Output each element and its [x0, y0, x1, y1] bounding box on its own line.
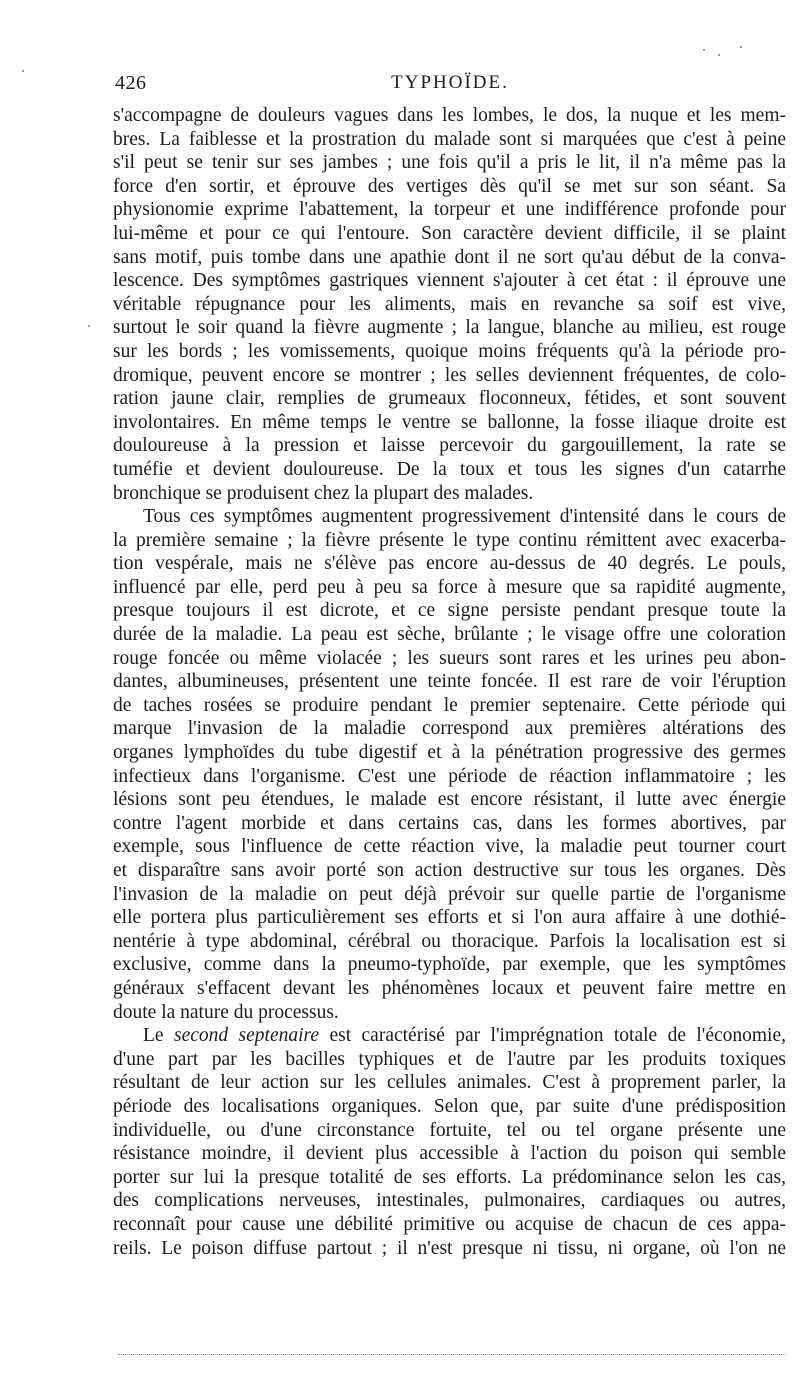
text-line: doute la nature du processus. — [113, 1001, 339, 1023]
text-line: individuelle, ou d'une circonstance fortuite, tel ou tel organe présente une — [113, 1119, 786, 1141]
text-line: de taches rosées se produire pendant le premier septenaire. Cette période qui — [113, 694, 786, 716]
text-line: force d'en sortir, et éprouve des vertiges dès qu'il se met sur son séant. Sa — [113, 175, 786, 197]
text-line: lui-même et pour ce qui l'entoure. Son caractère devient difficile, il se plaint — [113, 222, 786, 244]
running-title: TYPHOÏDE. — [391, 72, 509, 93]
text-line: l'invasion de la maladie on peut déjà prévoir sur quelle partie de l'organisme — [113, 883, 786, 905]
text-line: organes lymphoïdes du tube digestif et à la pénétration progressive des germes — [113, 742, 786, 764]
text-line: contre l'agent morbide et dans certains cas, dans les formes abortives, par — [113, 812, 786, 834]
text-line: nentérie à type abdominal, cérébral ou thoracique. Parfois la localisation est si — [113, 930, 786, 952]
lead-text-rest: est caractérisé par l'imprégnation totale de l'économie, — [319, 1025, 786, 1047]
text-line: Tous ces symptômes augmentent progressivement d'intensité dans le cours de — [143, 506, 786, 528]
text-line: sans motif, puis tombe dans une apathie dont il ne sort qu'au début de la conva- — [113, 246, 786, 268]
text-line: exemple, sous l'influence de cette réaction vive, la maladie peut tourner court — [113, 836, 786, 858]
text-line: dantes, albumineuses, présentent une teinte foncée. Il est rare de voir l'éruption — [113, 671, 786, 693]
text-line: d'une part par les bacilles typhiques et de l'autre par les produits toxiques — [113, 1048, 786, 1070]
text-line: reconnaît pour cause une débilité primitive ou acquise de chacun de ces appa- — [113, 1213, 786, 1235]
text-line: généraux s'effacent devant les phénomènes locaux et peuvent faire mettre en — [113, 977, 786, 999]
text-line: influencé par elle, perd peu à peu sa force à mesure que sa rapidité augmente, — [113, 576, 786, 598]
text-line: physionomie exprime l'abattement, la torpeur et une indifférence profonde pour — [113, 199, 786, 221]
text-line: lescence. Des symptômes gastriques viennent s'ajouter à cet état : il éprouve une — [113, 270, 786, 292]
paper-speck — [22, 70, 24, 72]
text-line: bres. La faiblesse et la prostration du malade sont si marquées que c'est à peine — [113, 128, 786, 150]
lead-text: Le — [143, 1025, 174, 1047]
paragraph-1 — [113, 104, 786, 505]
text-line: durée de la maladie. La peau est sèche, brûlante ; le visage offre une coloration — [113, 624, 786, 646]
paper-speck — [703, 49, 705, 51]
text-line: elle portera plus particulièrement ses efforts et si l'on aura affaire à une dothié- — [113, 907, 786, 929]
text-line — [113, 1024, 786, 1048]
paragraph-3 — [113, 1024, 786, 1260]
text-line: bronchique se produisent chez la plupart des malades. — [113, 482, 534, 504]
text-line: résultant de leur action sur les cellules animales. C'est à proprement parler, la — [113, 1072, 786, 1094]
paper-speck — [718, 54, 720, 56]
text-line: presque toujours il est dicrote, et ce signe persiste pendant presque toute la — [113, 600, 786, 622]
text-line: marque l'invasion de la maladie correspond aux premières altérations des — [113, 718, 786, 740]
text-line: s'accompagne de douleurs vagues dans les lombes, le dos, la nuque et les mem- — [113, 105, 786, 126]
text-line: exclusive, comme dans la pneumo-typhoïde, par exemple, que les symptômes — [113, 954, 786, 976]
text-line: la première semaine ; la fièvre présente le type continu rémittent avec exacerba- — [113, 529, 786, 551]
text-line: dromique, peuvent encore se montrer ; les selles deviennent fréquentes, de colo- — [113, 364, 786, 386]
paper-speck — [740, 46, 742, 48]
text-line: s'il peut se tenir sur ses jambes ; une fois qu'il a pris le lit, il n'a même pas la — [113, 152, 786, 174]
text-line: surtout le soir quand la fièvre augmente ; la langue, blanche au milieu, est rouge — [113, 317, 786, 339]
text-line: rouge foncée ou même violacée ; les sueurs sont rares et les urines peu abon- — [113, 647, 786, 669]
footer-dotted-rule — [118, 1350, 786, 1355]
text-line: des complications nerveuses, intestinales, pulmonaires, cardiaques ou autres, — [113, 1190, 786, 1212]
text-line: infectieux dans l'organisme. C'est une période de réaction inflammatoire ; les — [113, 765, 786, 787]
text-line: sur les bords ; les vomissements, quoique moins fréquents qu'à la période pro- — [113, 340, 786, 362]
text-line: involontaires. En même temps le ventre se ballonne, la fosse iliaque droite est — [113, 411, 786, 433]
paragraph-2 — [113, 505, 786, 1024]
text-line: période des localisations organiques. Selon que, par suite d'une prédisposition — [113, 1095, 786, 1117]
text-line: ration jaune clair, remplies de grumeaux floconneux, fétides, et sont souvent — [113, 388, 786, 410]
paper-speck — [88, 325, 90, 327]
page-number: 426 — [115, 72, 147, 94]
text-line: douloureuse à la pression et laisse percevoir du gargouillement, la rate se — [113, 435, 786, 457]
text-line: résistance moindre, il devient plus accessible à l'action du poison qui semble — [113, 1143, 786, 1165]
text-line: reils. Le poison diffuse partout ; il n'est presque ni tissu, ni organe, où l'on ne — [113, 1237, 786, 1259]
text-line: et disparaître sans avoir porté son action destructive sur tous les organes. Dès — [113, 860, 786, 881]
page-header — [115, 72, 785, 102]
body-text — [113, 104, 786, 1260]
text-line: porter sur lui la presque totalité de ses efforts. La prédominance selon les cas, — [113, 1166, 786, 1188]
text-line: tuméfie et devient douloureuse. De la toux et tous les signes d'un catarrhe — [113, 458, 786, 480]
text-line: véritable répugnance pour les aliments, mais en revanche sa soif est vive, — [113, 293, 786, 315]
text-line: lésions sont peu étendues, le malade est encore résistant, il lutte avec énergie — [113, 789, 786, 811]
text-line: tion vespérale, mais ne s'élève pas encore au-dessus de 40 degrés. Le pouls, — [113, 553, 786, 575]
emphasized-term: second septenaire — [173, 1025, 320, 1047]
